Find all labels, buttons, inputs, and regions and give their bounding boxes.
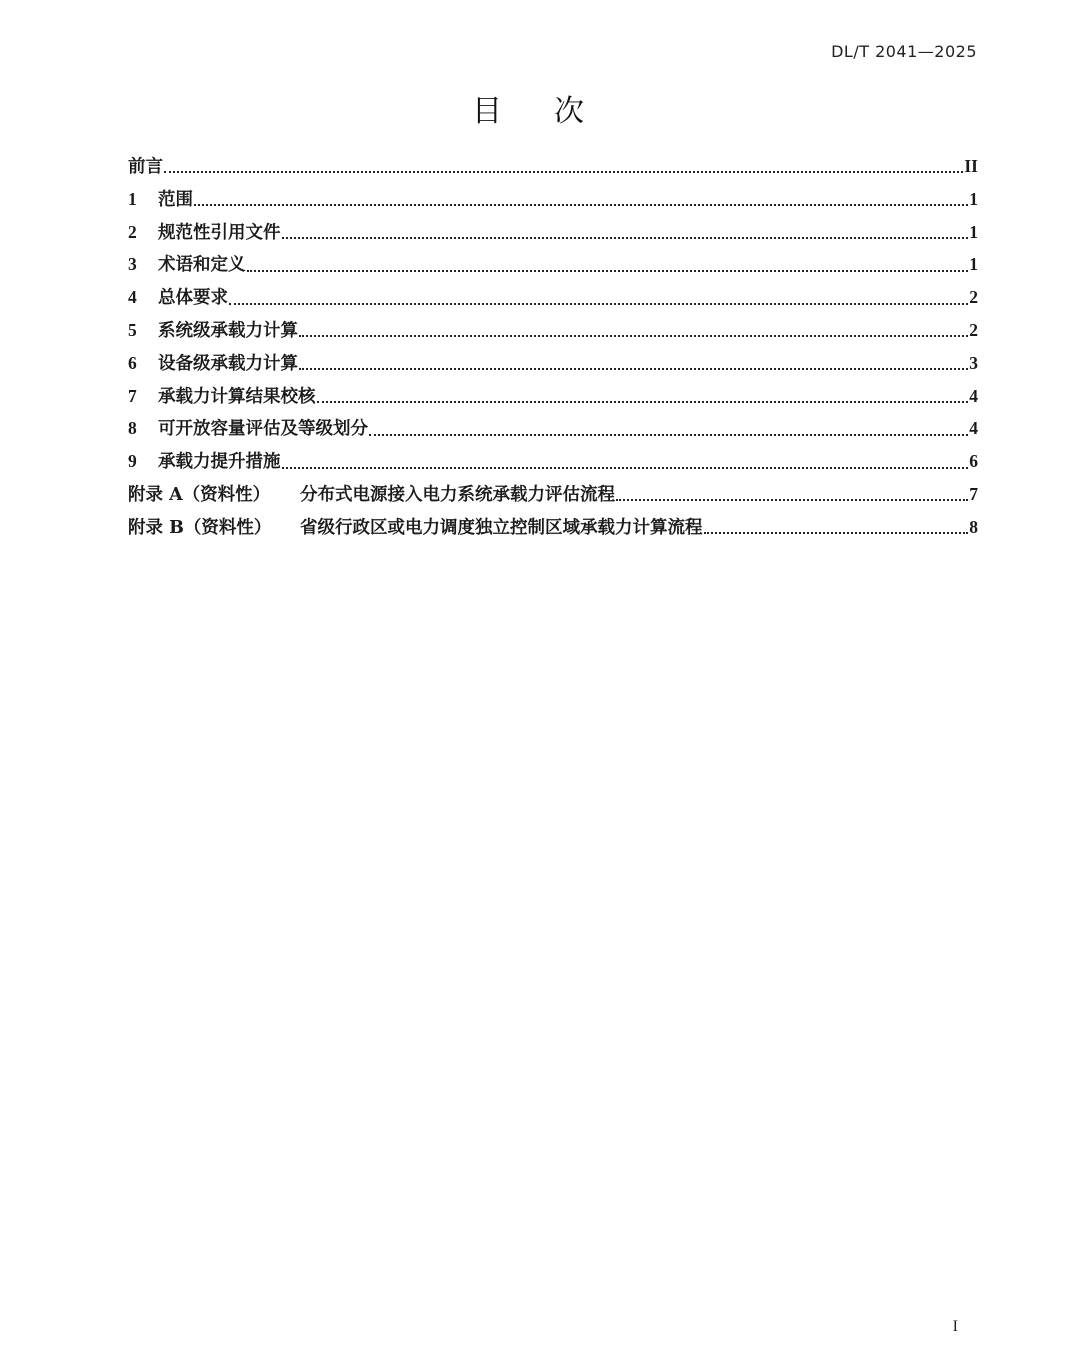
toc-entry-label: 总体要求 — [158, 288, 228, 309]
document-code: DL/T 2041—2025 — [831, 42, 977, 61]
toc-entry-page: 1 — [969, 254, 978, 275]
toc-appendix-prefix: 附录 A（资料性） — [128, 484, 271, 505]
toc-entry-page: 1 — [969, 221, 978, 242]
toc-entry-1[interactable] — [128, 183, 978, 216]
toc-entry-page: 4 — [969, 418, 978, 439]
toc-entry-4[interactable] — [128, 281, 978, 314]
toc-entry-label: 分布式电源接入电力系统承载力评估流程 — [300, 484, 615, 505]
toc-leader-dots — [247, 255, 969, 275]
toc-leader-dots — [369, 419, 968, 439]
toc-entry-number: 6 — [128, 352, 137, 373]
toc-leader-dots — [616, 484, 968, 504]
toc-entry-page: 3 — [969, 352, 978, 373]
toc-leader-dots — [282, 222, 969, 242]
toc-entry-label: 前言 — [128, 157, 163, 177]
toc-entry-appendix-a[interactable] — [128, 478, 978, 511]
toc-leader-dots — [229, 288, 968, 308]
toc-entry-label: 规范性引用文件 — [158, 222, 281, 243]
toc-appendix-prefix: 附录 B（资料性） — [128, 517, 272, 538]
toc-leader-dots — [317, 386, 969, 406]
toc-entry-page: 2 — [969, 287, 978, 308]
toc-entry-appendix-b[interactable] — [128, 511, 978, 544]
toc-entry-number: 4 — [128, 287, 137, 308]
toc-entry-number: 2 — [128, 221, 137, 242]
toc-entry-6[interactable] — [128, 347, 978, 380]
toc-entry-3[interactable] — [128, 248, 978, 281]
toc-entry-page: 4 — [969, 385, 978, 406]
toc-entry-page: 1 — [969, 188, 978, 209]
toc-entry-9[interactable] — [128, 445, 978, 478]
toc-entry-page: II — [964, 156, 978, 176]
toc-leader-dots — [164, 156, 963, 176]
toc-leader-dots — [194, 189, 968, 209]
toc-leader-dots — [282, 452, 969, 472]
toc-entry-label: 可开放容量评估及等级划分 — [158, 419, 368, 440]
toc-entry-number: 5 — [128, 319, 137, 340]
page-number: I — [952, 1318, 958, 1335]
toc-entry-5[interactable] — [128, 314, 978, 347]
toc-entry-page: 7 — [969, 483, 978, 504]
toc-entry-label: 系统级承载力计算 — [158, 320, 298, 341]
toc-entry-label: 术语和定义 — [158, 255, 246, 276]
toc-entry-label: 承载力提升措施 — [158, 452, 281, 473]
toc-entry-page: 8 — [969, 516, 978, 537]
table-of-contents — [128, 150, 978, 544]
toc-entry-foreword[interactable] — [128, 150, 978, 183]
toc-entry-7[interactable] — [128, 380, 978, 413]
toc-entry-number: 9 — [128, 451, 137, 472]
toc-leader-dots — [299, 320, 968, 340]
toc-entry-page: 2 — [969, 319, 978, 340]
toc-leader-dots — [299, 353, 968, 373]
toc-entry-label: 承载力计算结果校核 — [158, 386, 316, 407]
toc-entry-label: 省级行政区或电力调度独立控制区域承载力计算流程 — [300, 517, 703, 538]
toc-entry-number: 1 — [128, 188, 137, 209]
toc-entry-label: 范围 — [158, 189, 193, 210]
toc-entry-label: 设备级承载力计算 — [158, 353, 298, 374]
toc-entry-8[interactable] — [128, 412, 978, 445]
toc-leader-dots — [704, 517, 969, 537]
toc-entry-number: 3 — [128, 254, 137, 275]
toc-entry-2[interactable] — [128, 216, 978, 249]
toc-entry-page: 6 — [969, 451, 978, 472]
toc-entry-number: 7 — [128, 385, 137, 406]
toc-entry-number: 8 — [128, 418, 137, 439]
page-title: 目次 — [472, 94, 636, 129]
